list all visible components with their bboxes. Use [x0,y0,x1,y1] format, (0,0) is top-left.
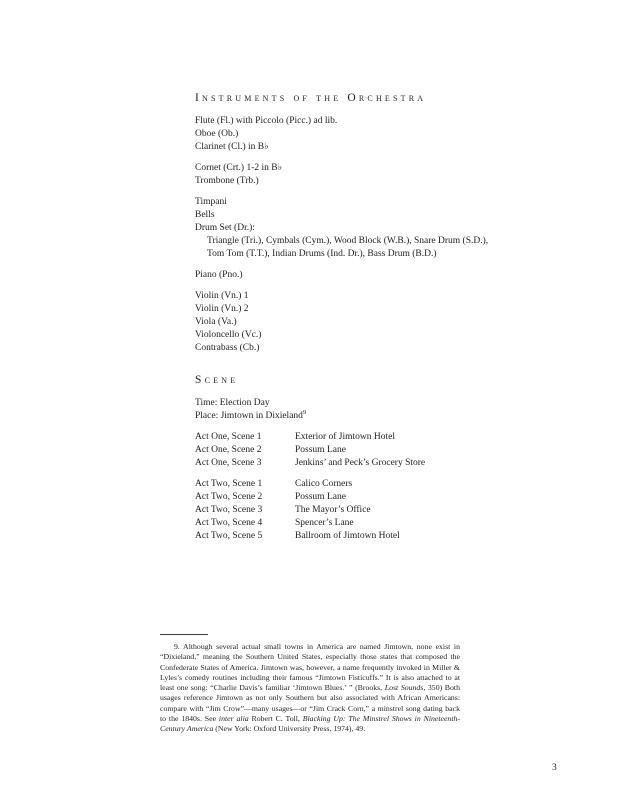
scene-row [195,431,513,444]
scene-row [195,517,513,530]
instrument-line: Viola (Va.) [195,317,237,327]
footnote-reference-superscript: 9 [302,408,307,416]
footnote-text-segment: Robert C. Toll, [248,714,303,724]
scene-row-value: Possum Lane [295,492,346,502]
instrument-line: Clarinet (Cl.) in B♭ [195,142,269,152]
instruments-section [195,92,513,355]
scene-row-label: Act Two, Scene 5 [195,531,263,541]
instrument-line: Oboe (Ob.) [195,129,239,139]
scene-row-value: Ballroom of Jimtown Hotel [295,531,400,541]
scene-row-label: Act Two, Scene 3 [195,505,263,515]
footnote-text-segment: , 350) Both usages reference Jimtown as not only Southern but also associated with African Americans: compare with “Jim Crow”—many usages—or “Jim Crack Corn,” a minstrel song dating back to the 1840s. See [160,683,460,724]
instruments-heading: Instruments of the Orchestra [195,92,427,104]
instrument-line: Trombone (Trb.) [195,176,259,186]
scene-section [195,374,513,543]
scene-row [195,478,513,491]
footnote-text-segment-italic: Lost Sounds [384,683,424,693]
page-number: 3 [552,763,557,773]
instrument-line: Violin (Vn.) 2 [195,304,249,314]
instrument-line: Drum Set (Dr.): [195,223,255,233]
scene-row-label: Act Two, Scene 2 [195,492,263,502]
scene-row [195,504,513,517]
scene-row-value: Spencer’s Lane [295,518,354,528]
instrument-line-indented: Triangle (Tri.), Cymbals (Cym.), Wood Block (W.B.), Snare Drum (S.D.), [207,236,489,246]
instrument-line: Piano (Pno.) [195,270,243,280]
footnote-area [160,634,460,735]
footnote [160,642,460,735]
place-text: Place: Jimtown in Dixieland [195,411,303,421]
place-line [195,410,513,423]
instrument-line: Violoncello (Vc.) [195,330,262,340]
instrument-line: Cornet (Crt.) 1-2 in B♭ [195,163,283,173]
instrument-line: Bells [195,210,215,220]
scene-row-value: Calico Corners [295,479,353,489]
instrument-line: Contrabass (Cb.) [195,343,260,353]
scene-row-value: Jenkins’ and Peck’s Grocery Store [295,458,426,468]
scene-row [195,457,513,470]
scene-row-value: Exterior of Jimtown Hotel [295,432,395,442]
instrument-line-indented: Tom Tom (T.T.), Indian Drums (Ind. Dr.), Bass Drum (B.D.) [207,249,437,259]
scene-row-label: Act Two, Scene 1 [195,479,263,489]
instrument-line: Flute (Fl.) with Piccolo (Picc.) ad lib. [195,116,338,126]
scene-row-label: Act One, Scene 1 [195,432,262,442]
scene-heading: Scene [195,374,239,386]
scene-row-value: The Mayor’s Office [295,505,371,515]
scene-row-value: Possum Lane [295,445,346,455]
time-line: Time: Election Day [195,398,270,408]
instrument-line: Timpani [195,197,227,207]
footnote-text-segment-italic: Blacking Up: The Minstrel Shows in Nineteenth-Century America [160,714,460,734]
footnote-rule [160,634,208,635]
scene-rows [195,431,513,543]
footnote-text-segment: (New York: Oxford University Press, 1974), 49. [213,724,366,734]
scene-row [195,491,513,504]
scene-row [195,530,513,543]
footnote-text-segment-italic: inter alia [218,714,249,724]
scene-row-label: Act One, Scene 2 [195,445,262,455]
instrument-line: Violin (Vn.) 1 [195,291,249,301]
scene-row-label: Act One, Scene 3 [195,458,262,468]
scene-row [195,444,513,457]
scene-row-label: Act Two, Scene 4 [195,518,263,528]
footnote-text-segment: 9. Although several actual small towns in America are named Jimtown, none exist in “Dixieland,” meaning the Southern United States, especially those states that composed the Confederate States of America. Jimtown was, however, a name frequently invoked in Miller & Lyles’s comedy routines including their famous “Jimtown Fisticuffs.” It is also attached to at least one song: “Charlie Davis’s familiar ‘Jimtown Blues.’ ” (Brooks, [160,642,460,693]
